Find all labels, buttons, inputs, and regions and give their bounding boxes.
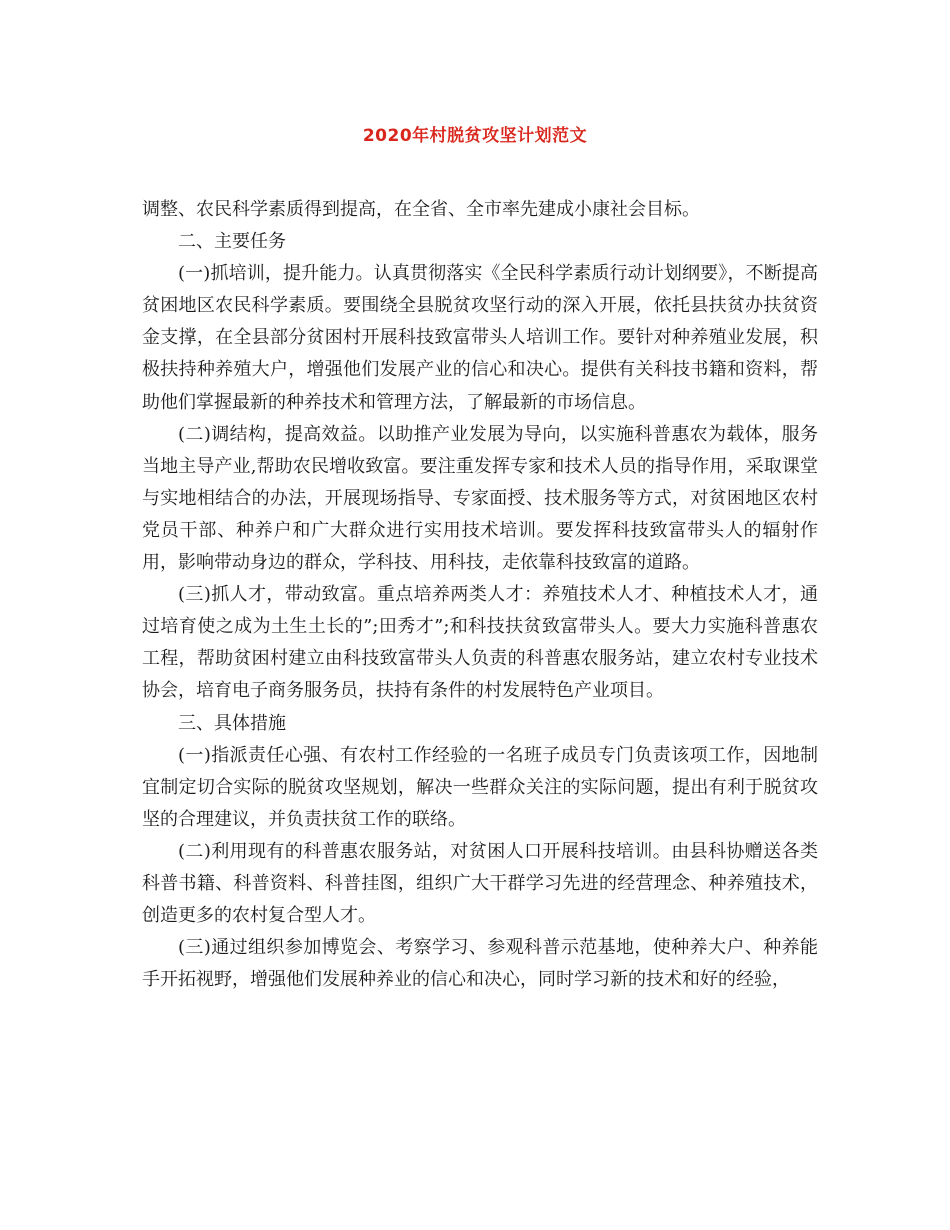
paragraph: (二)调结构，提高效益。以助推产业发展为导向，以实施科普惠农为载体，服务当地主导产业,帮助农民增收致富。要注重发挥专家和技术人员的指导作用，采取课堂与实地相结合的办法，开展现场指导、专家面授、技术服务等方式，对贫困地区农村党员干部、种养户和广大群众进行实用技术培训。要发挥科技致富带头人的辐射作用，影响带动身边的群众，学科技、用科技，走依靠科技致富的道路。 [142,423,818,574]
paragraph: 调整、农民科学素质得到提高，在全省、全市率先建成小康社会目标。 [142,199,700,220]
paragraph: (一)抓培训，提升能力。认真贯彻落实《全民科学素质行动计划纲要》，不断提高贫困地区农民科学素质。要围绕全县脱贫攻坚行动的深入开展，依托县扶贫办扶贫资金支撑，在全县部分贫困村开展科技致富带头人培训工作。要针对种养殖业发展，积极扶持种养殖大户，增强他们发展产业的信心和决心。提供有关科技书籍和资料，帮助他们掌握最新的种养技术和管理方法，了解最新的市场信息。 [142,263,818,413]
section-heading-main-tasks: 二、主要任务 [178,231,286,253]
paragraph: (三)通过组织参加博览会、考察学习、参观科普示范基地，使种养大户、种养能手开拓视野，增强他们发展种养业的信心和决心，同时学习新的技术和好的经验， [142,937,818,991]
paragraph: (一)指派责任心强、有农村工作经验的一名班子成员专门负责该项工作，因地制宜制定切合实际的脱贫攻坚规划，解决一些群众关注的实际问题，提出有利于脱贫攻坚的合理建议，并负责扶贫工作的联络。 [142,744,818,830]
paragraph: (三)抓人才，带动致富。重点培养两类人才：养殖技术人才、种植技术人才，通过培育使之成为土生土长的”;田秀才”;和科技扶贫致富带头人。要大力实施科普惠农工程，帮助贫困村建立由科技致富带头人负责的科普惠农服务站，建立农村专业技术协会，培育电子商务服务员，扶持有条件的村发展特色产业项目。 [142,584,818,702]
document-title: 2020年村脱贫攻坚计划范文 [362,126,588,146]
document-body [142,194,818,996]
section-heading-measures: 三、具体措施 [178,712,286,734]
paragraph: (二)利用现有的科普惠农服务站，对贫困人口开展科技培训。由县科协赠送各类科普书籍、科普资料、科普挂图，组织广大干群学习先进的经营理念、种养殖技术，创造更多的农村复合型人才。 [142,840,818,927]
